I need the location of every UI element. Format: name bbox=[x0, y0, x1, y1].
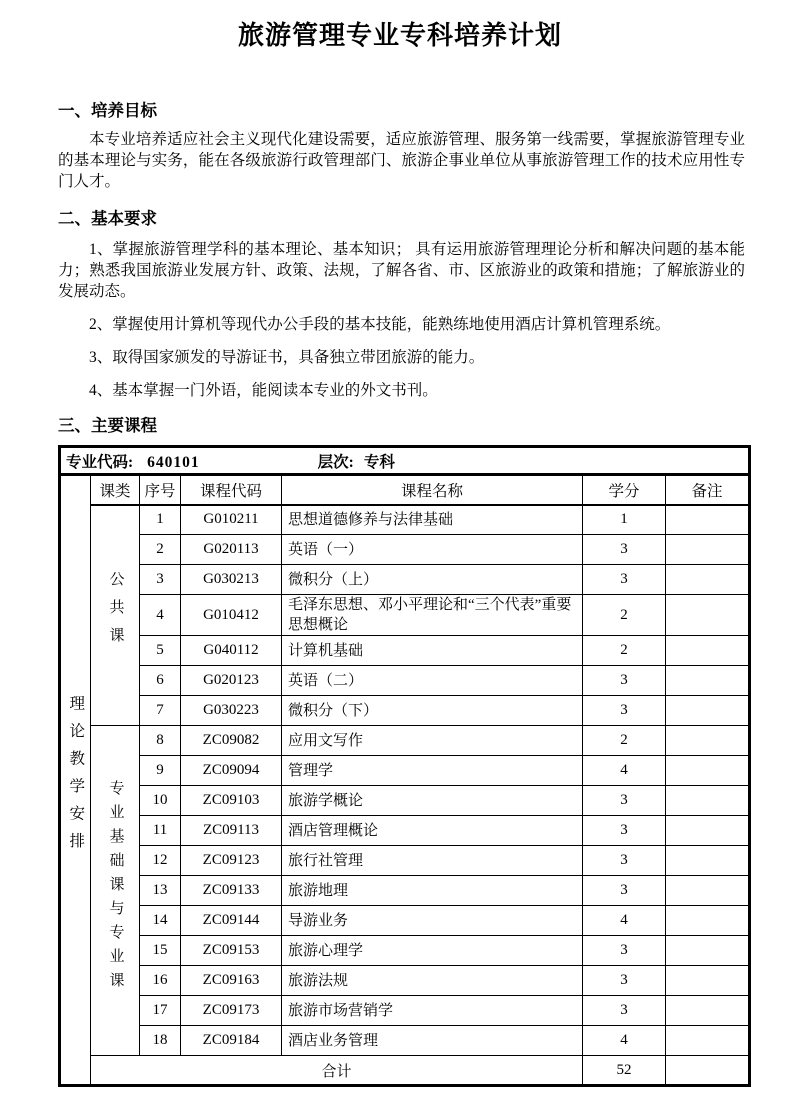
course-note-cell bbox=[666, 726, 750, 756]
course-name-cell: 旅游学概论 bbox=[282, 786, 583, 816]
course-no-cell: 17 bbox=[140, 996, 181, 1026]
course-note-cell bbox=[666, 1026, 750, 1056]
requirement-item: 4、基本掌握一门外语，能阅读本专业的外文书刊。 bbox=[89, 382, 438, 399]
section-heading-goal: 一、培养目标 bbox=[58, 101, 157, 120]
level-value: 专科 bbox=[363, 453, 395, 471]
course-row bbox=[60, 666, 750, 696]
course-code-cell: ZC09113 bbox=[181, 816, 282, 846]
table-meta-row bbox=[60, 447, 750, 475]
course-name-cell: 管理学 bbox=[282, 756, 583, 786]
course-credits-cell: 3 bbox=[583, 696, 666, 726]
course-note-cell bbox=[666, 936, 750, 966]
major-code-label: 专业代码: bbox=[66, 453, 134, 471]
course-name-cell: 应用文写作 bbox=[282, 726, 583, 756]
page-title: 旅游管理专业专科培养计划 bbox=[237, 20, 562, 50]
course-credits-cell: 2 bbox=[583, 726, 666, 756]
course-note-cell bbox=[666, 906, 750, 936]
course-name-cell: 旅游地理 bbox=[282, 876, 583, 906]
course-code-cell: ZC09173 bbox=[181, 996, 282, 1026]
course-no-cell: 14 bbox=[140, 906, 181, 936]
course-code-cell: ZC09163 bbox=[181, 966, 282, 996]
course-row bbox=[60, 565, 750, 595]
course-name-cell: 旅游市场营销学 bbox=[282, 996, 583, 1026]
course-name-cell: 酒店业务管理 bbox=[282, 1026, 583, 1056]
course-name-cell: 毛泽东思想、邓小平理论和“三个代表”重要思想概论 bbox=[282, 595, 583, 636]
course-code-cell: ZC09144 bbox=[181, 906, 282, 936]
course-row bbox=[60, 726, 750, 756]
course-note-cell bbox=[666, 966, 750, 996]
table-header-row bbox=[60, 475, 750, 505]
course-name-cell: 酒店管理概论 bbox=[282, 816, 583, 846]
course-note-cell bbox=[666, 816, 750, 846]
course-note-cell bbox=[666, 636, 750, 666]
requirement-item: 3、取得国家颁发的导游证书，具备独立带团旅游的能力。 bbox=[89, 349, 485, 366]
header-course-class: 课类 bbox=[91, 475, 140, 505]
course-row bbox=[60, 535, 750, 565]
course-credits-cell: 3 bbox=[583, 535, 666, 565]
course-no-cell: 4 bbox=[140, 595, 181, 636]
course-row bbox=[60, 846, 750, 876]
course-credits-cell: 4 bbox=[583, 756, 666, 786]
course-name-cell: 旅游法规 bbox=[282, 966, 583, 996]
course-name-cell: 微积分（上） bbox=[282, 565, 583, 595]
course-row bbox=[60, 505, 750, 535]
course-name-cell: 旅游心理学 bbox=[282, 936, 583, 966]
header-serial-no: 序号 bbox=[140, 475, 181, 505]
section-heading-requirements: 二、基本要求 bbox=[58, 209, 157, 228]
course-credits-cell: 3 bbox=[583, 666, 666, 696]
course-code-cell: ZC09153 bbox=[181, 936, 282, 966]
course-no-cell: 9 bbox=[140, 756, 181, 786]
table-meta-cell bbox=[60, 447, 750, 475]
course-code-cell: G010412 bbox=[181, 595, 282, 636]
requirement-item: 1、掌握旅游管理学科的基本理论、基本知识； 具有运用旅游管理理论分析和解决问题的基本能力；熟悉我国旅游业发展方针、政策、法规，了解各省、市、区旅游业的政策和措施；了解旅游业的发展动态。 bbox=[58, 241, 745, 300]
course-code-cell: G020113 bbox=[181, 535, 282, 565]
course-group-label: 公共课 bbox=[91, 505, 140, 726]
header-note: 备注 bbox=[666, 475, 750, 505]
course-no-cell: 13 bbox=[140, 876, 181, 906]
course-code-cell: G030223 bbox=[181, 696, 282, 726]
course-code-cell: ZC09094 bbox=[181, 756, 282, 786]
theory-teaching-arrangement-label: 理论教学安排 bbox=[60, 475, 91, 1086]
total-row bbox=[60, 1056, 750, 1086]
goal-paragraph: 本专业培养适应社会主义现代化建设需要，适应旅游管理、服务第一线需要，掌握旅游管理专业的基本理论与实务，能在各级旅游行政管理部门、旅游企事业单位从事旅游管理工作的技术应用性专门人才。 bbox=[58, 131, 745, 190]
course-no-cell: 12 bbox=[140, 846, 181, 876]
course-no-cell: 3 bbox=[140, 565, 181, 595]
course-credits-cell: 3 bbox=[583, 966, 666, 996]
level-label: 层次: bbox=[317, 453, 354, 471]
course-row bbox=[60, 906, 750, 936]
course-row bbox=[60, 816, 750, 846]
course-credits-cell: 3 bbox=[583, 816, 666, 846]
course-name-cell: 导游业务 bbox=[282, 906, 583, 936]
document-body bbox=[0, 101, 800, 1087]
header-credits: 学分 bbox=[583, 475, 666, 505]
header-course-name: 课程名称 bbox=[282, 475, 583, 505]
course-row bbox=[60, 966, 750, 996]
course-note-cell bbox=[666, 786, 750, 816]
course-code-cell: ZC09082 bbox=[181, 726, 282, 756]
course-note-cell bbox=[666, 996, 750, 1026]
course-no-cell: 7 bbox=[140, 696, 181, 726]
course-credits-cell: 2 bbox=[583, 595, 666, 636]
course-credits-cell: 3 bbox=[583, 996, 666, 1026]
course-row bbox=[60, 595, 750, 636]
course-no-cell: 11 bbox=[140, 816, 181, 846]
course-name-cell: 思想道德修养与法律基础 bbox=[282, 505, 583, 535]
requirement-item: 2、掌握使用计算机等现代办公手段的基本技能，能熟练地使用酒店计算机管理系统。 bbox=[89, 316, 671, 333]
course-no-cell: 6 bbox=[140, 666, 181, 696]
course-no-cell: 2 bbox=[140, 535, 181, 565]
course-note-cell bbox=[666, 565, 750, 595]
course-name-cell: 英语（二） bbox=[282, 666, 583, 696]
course-code-cell: ZC09123 bbox=[181, 846, 282, 876]
course-credits-cell: 3 bbox=[583, 786, 666, 816]
course-name-cell: 计算机基础 bbox=[282, 636, 583, 666]
section-heading-courses: 三、主要课程 bbox=[58, 416, 157, 435]
course-code-cell: G020123 bbox=[181, 666, 282, 696]
course-note-cell bbox=[666, 666, 750, 696]
course-code-cell: ZC09103 bbox=[181, 786, 282, 816]
course-credits-cell: 1 bbox=[583, 505, 666, 535]
course-no-cell: 15 bbox=[140, 936, 181, 966]
course-row bbox=[60, 756, 750, 786]
course-row bbox=[60, 996, 750, 1026]
course-credits-cell: 4 bbox=[583, 1026, 666, 1056]
course-row bbox=[60, 636, 750, 666]
total-label-cell: 合计 bbox=[91, 1056, 583, 1086]
course-no-cell: 16 bbox=[140, 966, 181, 996]
course-credits-cell: 3 bbox=[583, 565, 666, 595]
course-row bbox=[60, 936, 750, 966]
course-note-cell bbox=[666, 876, 750, 906]
course-note-cell bbox=[666, 756, 750, 786]
course-credits-cell: 2 bbox=[583, 636, 666, 666]
course-no-cell: 5 bbox=[140, 636, 181, 666]
course-group-label: 专业基础课与专业课 bbox=[91, 726, 140, 1056]
course-no-cell: 18 bbox=[140, 1026, 181, 1056]
course-no-cell: 1 bbox=[140, 505, 181, 535]
course-credits-cell: 3 bbox=[583, 846, 666, 876]
course-code-cell: ZC09184 bbox=[181, 1026, 282, 1056]
course-name-cell: 英语（一） bbox=[282, 535, 583, 565]
course-code-cell: ZC09133 bbox=[181, 876, 282, 906]
total-note-cell bbox=[666, 1056, 750, 1086]
course-credits-cell: 4 bbox=[583, 906, 666, 936]
course-plan-table bbox=[58, 445, 751, 1087]
course-name-cell: 微积分（下） bbox=[282, 696, 583, 726]
course-row bbox=[60, 876, 750, 906]
course-row bbox=[60, 696, 750, 726]
course-code-cell: G010211 bbox=[181, 505, 282, 535]
header-course-code: 课程代码 bbox=[181, 475, 282, 505]
course-no-cell: 10 bbox=[140, 786, 181, 816]
course-note-cell bbox=[666, 535, 750, 565]
course-row bbox=[60, 1026, 750, 1056]
course-note-cell bbox=[666, 846, 750, 876]
course-note-cell bbox=[666, 696, 750, 726]
total-credits-cell: 52 bbox=[583, 1056, 666, 1086]
course-code-cell: G040112 bbox=[181, 636, 282, 666]
course-credits-cell: 3 bbox=[583, 876, 666, 906]
course-note-cell bbox=[666, 505, 750, 535]
course-credits-cell: 3 bbox=[583, 936, 666, 966]
course-note-cell bbox=[666, 595, 750, 636]
course-no-cell: 8 bbox=[140, 726, 181, 756]
course-code-cell: G030213 bbox=[181, 565, 282, 595]
course-name-cell: 旅行社管理 bbox=[282, 846, 583, 876]
course-row bbox=[60, 786, 750, 816]
major-code-value: 640101 bbox=[147, 453, 200, 471]
